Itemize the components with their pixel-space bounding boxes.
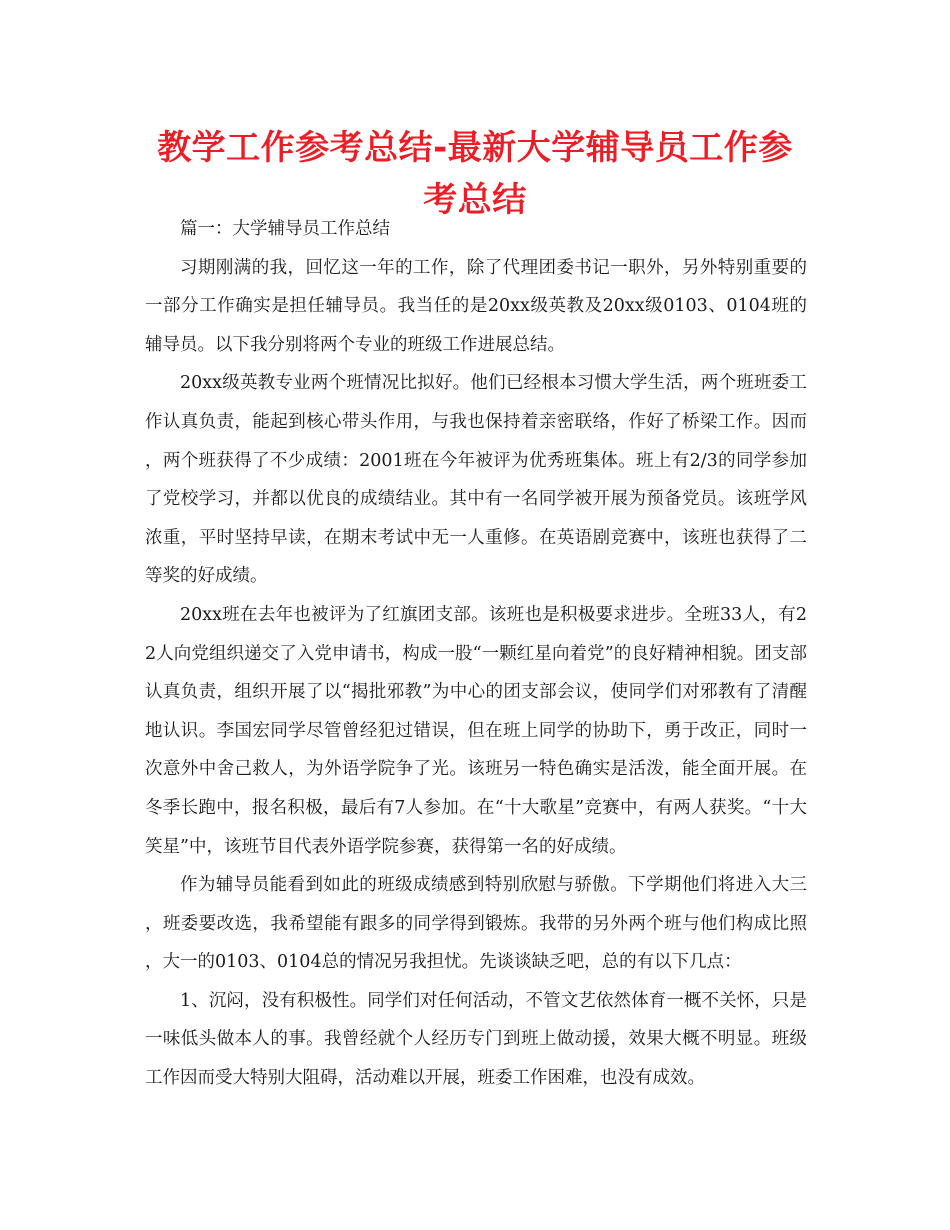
document-title: 教学工作参考总结-最新大学辅导员工作参考总结 xyxy=(157,128,793,220)
document-body xyxy=(145,210,807,1098)
section-heading: 篇一：大学辅导员工作总结 xyxy=(180,219,390,239)
paragraph: 1、沉闷，没有积极性。同学们对任何活动，不管文艺依然体育一概不关怀，只是一味低头做本人的事。我曾经就个人经历专门到班上做动援，效果大概不明显。班级工作因而受大特别大阻碍，活动难以开展，班委工作困难，也没有成效。 xyxy=(145,990,807,1089)
paragraph: 20xx级英教专业两个班情况比拟好。他们已经根本习惯大学生活，两个班班委工作认真负责，能起到核心带头作用，与我也保持着亲密联络，作好了桥梁工作。因而，两个班获得了不少成绩：2001班在今年被评为优秀班集体。班上有2/3的同学参加了党校学习，并都以优良的成绩结业。其中有一名同学被开展为预备党员。该班学风浓重，平时坚持早读，在期末考试中无一人重修。在英语剧竞赛中，该班也获得了二等奖的好成绩。 xyxy=(145,373,807,587)
paragraph: 习期刚满的我，回忆这一年的工作，除了代理团委书记一职外，另外特别重要的一部分工作确实是担任辅导员。我当任的是20xx级英教及20xx级0103、0104班的辅导员。以下我分别将两个专业的班级工作进展总结。 xyxy=(145,257,807,355)
paragraph: 作为辅导员能看到如此的班级成绩感到特别欣慰与骄傲。下学期他们将进入大三，班委要改选，我希望能有跟多的同学得到锻炼。我带的另外两个班与他们构成比照，大一的0103、0104总的情况另我担忧。先谈谈缺乏吧，总的有以下几点： xyxy=(145,875,807,973)
paragraph: 20xx班在去年也被评为了红旗团支部。该班也是积极要求进步。全班33人，有22人向党组织递交了入党申请书，构成一股“一颗红星向着党”的良好精神相貌。团支部认真负责，组织开展了以“揭批邪教”为中心的团支部会议，使同学们对邪教有了清醒地认识。李国宏同学尽管曾经犯过错误，但在班上同学的协助下，勇于改正，同时一次意外中舍己救人，为外语学院争了光。该班另一特色确实是活泼，能全面开展。在冬季长跑中，报名积极，最后有7人参加。在“十大歌星”竞赛中，有两人获奖。“十大笑星”中，该班节目代表外语学院参赛，获得第一名的好成绩。 xyxy=(145,604,807,857)
